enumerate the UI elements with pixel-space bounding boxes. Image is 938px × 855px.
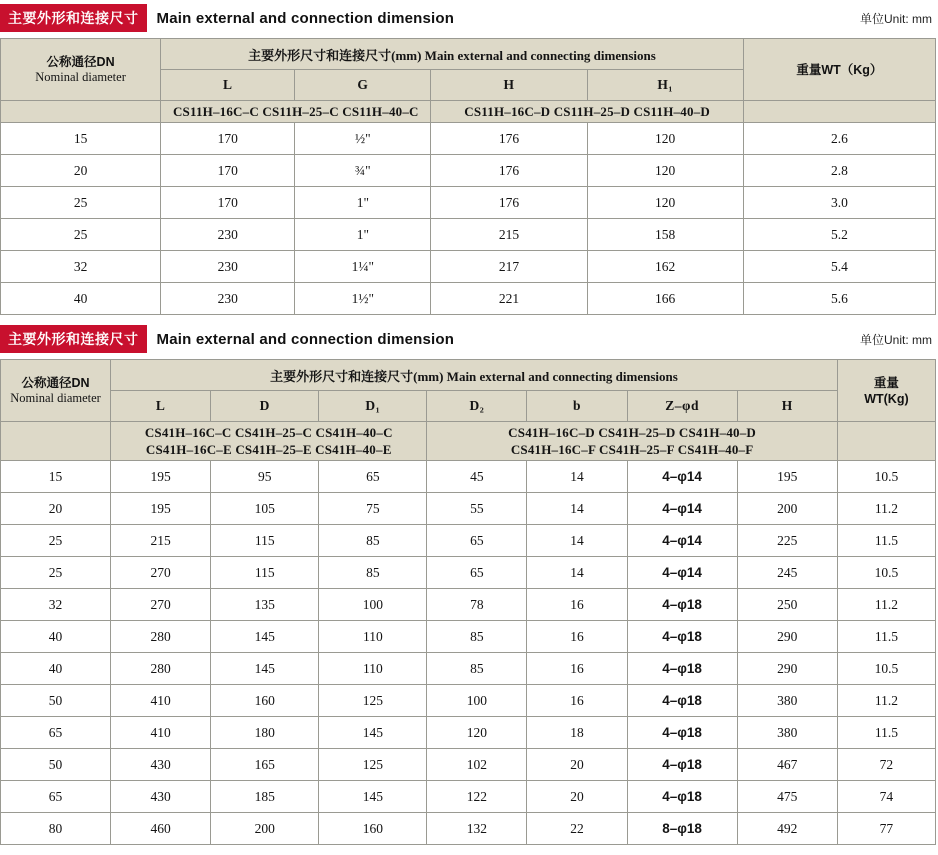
cell-weight: 11.5 <box>837 717 935 749</box>
table-row <box>1 749 936 781</box>
cell-zphid: 4–φ18 <box>627 749 737 781</box>
cell-dn: 80 <box>1 813 111 845</box>
header-col-G: G <box>295 70 431 101</box>
cell-L: 230 <box>161 283 295 315</box>
cell-weight: 2.8 <box>743 155 935 187</box>
cell-D2: 55 <box>427 493 527 525</box>
header-col-H: H <box>737 391 837 422</box>
cell-D2: 102 <box>427 749 527 781</box>
table-cs41h-body <box>1 461 936 845</box>
header-col-D1: D₁ <box>319 391 427 422</box>
cell-weight: 2.6 <box>743 123 935 155</box>
cell-H: 195 <box>737 461 837 493</box>
model-codes-left-line1: CS41H–16C–C CS41H–25–C CS41H–40–C <box>144 425 393 440</box>
cell-dn: 40 <box>1 283 161 315</box>
cell-H: 225 <box>737 525 837 557</box>
cell-weight: 3.0 <box>743 187 935 219</box>
table-row <box>1 653 936 685</box>
header-nominal-diameter <box>1 39 161 101</box>
model-codes-right <box>427 422 837 461</box>
cell-D1: 125 <box>319 685 427 717</box>
cell-weight: 5.6 <box>743 283 935 315</box>
cell-dn: 50 <box>1 685 111 717</box>
cell-H: 290 <box>737 621 837 653</box>
cell-G: 1" <box>295 187 431 219</box>
table-row-models <box>1 422 936 461</box>
section-2-titlebar <box>0 325 938 353</box>
cell-D: 160 <box>211 685 319 717</box>
table-row <box>1 360 936 391</box>
cell-D2: 78 <box>427 589 527 621</box>
header-col-H: H <box>431 70 587 101</box>
cell-L: 430 <box>111 749 211 781</box>
model-codes-left-line2: CS41H–16C–E CS41H–25–E CS41H–40–E <box>145 442 392 457</box>
cell-b: 20 <box>527 749 627 781</box>
cell-D: 135 <box>211 589 319 621</box>
cell-H: 380 <box>737 685 837 717</box>
cell-D: 165 <box>211 749 319 781</box>
cell-b: 14 <box>527 461 627 493</box>
cell-b: 20 <box>527 781 627 813</box>
section-2-title-en: Main external and connection dimension <box>156 330 455 348</box>
header-nominal-diameter-en: Nominal diameter <box>35 70 126 84</box>
table-row <box>1 557 936 589</box>
table-row <box>1 493 936 525</box>
cell-H: 380 <box>737 717 837 749</box>
cell-L: 170 <box>161 155 295 187</box>
cell-D2: 122 <box>427 781 527 813</box>
cell-D: 200 <box>211 813 319 845</box>
header-weight-en: WT(Kg) <box>864 391 909 406</box>
table-cs11h-body <box>1 123 936 315</box>
cell-dn: 25 <box>1 557 111 589</box>
cell-D1: 85 <box>319 557 427 589</box>
cell-D1: 100 <box>319 589 427 621</box>
cell-L: 410 <box>111 685 211 717</box>
cell-D2: 65 <box>427 557 527 589</box>
cell-L: 280 <box>111 621 211 653</box>
cell-zphid: 4–φ18 <box>627 589 737 621</box>
model-codes-right-line2: CS41H–16C–F CS41H–25–F CS41H–40–F <box>510 442 754 457</box>
table-row <box>1 621 936 653</box>
cell-D: 115 <box>211 525 319 557</box>
cell-weight: 10.5 <box>837 653 935 685</box>
cell-L: 215 <box>111 525 211 557</box>
cell-L: 270 <box>111 557 211 589</box>
cell-G: 1" <box>295 219 431 251</box>
cell-b: 16 <box>527 685 627 717</box>
cell-dn: 20 <box>1 155 161 187</box>
table-row <box>1 155 936 187</box>
cell-zphid: 4–φ18 <box>627 781 737 813</box>
header-weight: 重量WT（Kg） <box>743 39 935 101</box>
cell-zphid: 4–φ18 <box>627 621 737 653</box>
cell-b: 16 <box>527 589 627 621</box>
cell-H: 475 <box>737 781 837 813</box>
cell-D2: 85 <box>427 653 527 685</box>
cell-dn: 40 <box>1 653 111 685</box>
cell-H: 467 <box>737 749 837 781</box>
cell-D2: 85 <box>427 621 527 653</box>
cell-weight: 10.5 <box>837 461 935 493</box>
table-row <box>1 219 936 251</box>
table-row <box>1 781 936 813</box>
cell-H: 176 <box>431 123 587 155</box>
cell-b: 22 <box>527 813 627 845</box>
cell-D2: 100 <box>427 685 527 717</box>
cell-dn: 50 <box>1 749 111 781</box>
cell-zphid: 8–φ18 <box>627 813 737 845</box>
model-codes-left <box>111 422 427 461</box>
cell-weight: 11.2 <box>837 493 935 525</box>
cell-zphid: 4–φ14 <box>627 461 737 493</box>
cell-dn: 65 <box>1 781 111 813</box>
cell-D1: 160 <box>319 813 427 845</box>
cell-weight: 11.2 <box>837 685 935 717</box>
table-row <box>1 123 936 155</box>
cell-weight: 10.5 <box>837 557 935 589</box>
cell-H: 176 <box>431 155 587 187</box>
cell-H: 492 <box>737 813 837 845</box>
model-spacer-cell <box>1 422 111 461</box>
cell-G: 1½" <box>295 283 431 315</box>
model-spacer-cell-2 <box>743 101 935 123</box>
cell-G: ¾" <box>295 155 431 187</box>
cell-dn: 25 <box>1 219 161 251</box>
cell-dn: 15 <box>1 123 161 155</box>
header-group-dimensions: 主要外形尺寸和连接尺寸(mm) Main external and connecting dimensions <box>111 360 838 391</box>
model-codes-right: CS11H–16C–D CS11H–25–D CS11H–40–D <box>431 101 743 123</box>
cell-weight: 74 <box>837 781 935 813</box>
cell-D: 145 <box>211 621 319 653</box>
table-row <box>1 461 936 493</box>
header-nominal-diameter <box>1 360 111 422</box>
cell-H1: 120 <box>587 123 743 155</box>
model-spacer-cell-2 <box>837 422 935 461</box>
cell-b: 14 <box>527 557 627 589</box>
cell-H: 215 <box>431 219 587 251</box>
table-row-models <box>1 101 936 123</box>
cell-D2: 132 <box>427 813 527 845</box>
cell-D1: 145 <box>319 717 427 749</box>
cell-weight: 77 <box>837 813 935 845</box>
cell-L: 270 <box>111 589 211 621</box>
header-col-L: L <box>111 391 211 422</box>
cell-b: 14 <box>527 493 627 525</box>
table-row <box>1 813 936 845</box>
cell-L: 280 <box>111 653 211 685</box>
cell-weight: 11.5 <box>837 525 935 557</box>
cell-D2: 120 <box>427 717 527 749</box>
cell-D: 185 <box>211 781 319 813</box>
cell-D1: 125 <box>319 749 427 781</box>
cell-weight: 5.2 <box>743 219 935 251</box>
cell-zphid: 4–φ14 <box>627 493 737 525</box>
cell-H: 217 <box>431 251 587 283</box>
cell-D1: 85 <box>319 525 427 557</box>
cell-dn: 32 <box>1 589 111 621</box>
cell-weight: 72 <box>837 749 935 781</box>
table-row <box>1 251 936 283</box>
cell-D: 105 <box>211 493 319 525</box>
cell-b: 16 <box>527 653 627 685</box>
cell-zphid: 4–φ18 <box>627 685 737 717</box>
cell-L: 230 <box>161 251 295 283</box>
header-weight-cn: 重量 <box>873 375 899 390</box>
cell-H1: 158 <box>587 219 743 251</box>
cell-D2: 65 <box>427 525 527 557</box>
header-col-zphid: Z–φd <box>627 391 737 422</box>
table-row <box>1 685 936 717</box>
model-codes-left: CS11H–16C–C CS11H–25–C CS11H–40–C <box>161 101 431 123</box>
table-cs11h-head <box>1 39 936 123</box>
header-group-dimensions: 主要外形尺寸和连接尺寸(mm) Main external and connecting dimensions <box>161 39 744 70</box>
table-row <box>1 589 936 621</box>
cell-H1: 162 <box>587 251 743 283</box>
cell-b: 14 <box>527 525 627 557</box>
header-col-H1: H₁ <box>587 70 743 101</box>
table-row <box>1 39 936 70</box>
cell-D: 180 <box>211 717 319 749</box>
table-row <box>1 283 936 315</box>
cell-dn: 40 <box>1 621 111 653</box>
cell-b: 16 <box>527 621 627 653</box>
cell-weight: 5.4 <box>743 251 935 283</box>
model-codes-right-line1: CS41H–16C–D CS41H–25–D CS41H–40–D <box>508 425 757 440</box>
header-col-D: D <box>211 391 319 422</box>
header-col-D2: D₂ <box>427 391 527 422</box>
cell-L: 430 <box>111 781 211 813</box>
cell-weight: 11.2 <box>837 589 935 621</box>
section-1-titlebar <box>0 4 938 32</box>
cell-dn: 20 <box>1 493 111 525</box>
cell-D2: 45 <box>427 461 527 493</box>
header-col-L: L <box>161 70 295 101</box>
cell-H1: 120 <box>587 155 743 187</box>
cell-H: 221 <box>431 283 587 315</box>
cell-L: 460 <box>111 813 211 845</box>
cell-D: 95 <box>211 461 319 493</box>
cell-L: 170 <box>161 123 295 155</box>
cell-G: ½" <box>295 123 431 155</box>
cell-dn: 15 <box>1 461 111 493</box>
cell-b: 18 <box>527 717 627 749</box>
cell-zphid: 4–φ18 <box>627 717 737 749</box>
cell-H1: 120 <box>587 187 743 219</box>
table-cs41h <box>0 359 936 845</box>
cell-H: 250 <box>737 589 837 621</box>
cell-D: 145 <box>211 653 319 685</box>
cell-weight: 11.5 <box>837 621 935 653</box>
section-2-title-cn: 主要外形和连接尺寸 <box>0 325 147 353</box>
cell-L: 195 <box>111 493 211 525</box>
section-1-unit-note: 单位Unit: mm <box>859 11 932 26</box>
table-row <box>1 525 936 557</box>
cell-L: 195 <box>111 461 211 493</box>
cell-L: 410 <box>111 717 211 749</box>
cell-dn: 32 <box>1 251 161 283</box>
header-col-b: b <box>527 391 627 422</box>
cell-G: 1¼" <box>295 251 431 283</box>
cell-L: 230 <box>161 219 295 251</box>
cell-H: 200 <box>737 493 837 525</box>
section-1-title-en: Main external and connection dimension <box>156 9 455 27</box>
cell-zphid: 4–φ14 <box>627 525 737 557</box>
cell-L: 170 <box>161 187 295 219</box>
cell-H: 176 <box>431 187 587 219</box>
dimension-sheet <box>0 4 938 845</box>
cell-D1: 110 <box>319 621 427 653</box>
header-nominal-diameter-cn: 公称通径DN <box>21 376 90 390</box>
cell-H: 245 <box>737 557 837 589</box>
table-cs11h <box>0 38 936 315</box>
cell-D1: 145 <box>319 781 427 813</box>
cell-dn: 65 <box>1 717 111 749</box>
table-row <box>1 717 936 749</box>
cell-H1: 166 <box>587 283 743 315</box>
cell-dn: 25 <box>1 525 111 557</box>
header-nominal-diameter-cn: 公称通径DN <box>46 55 115 69</box>
cell-D1: 110 <box>319 653 427 685</box>
section-1-title-cn: 主要外形和连接尺寸 <box>0 4 147 32</box>
cell-D1: 65 <box>319 461 427 493</box>
cell-zphid: 4–φ18 <box>627 653 737 685</box>
table-row <box>1 187 936 219</box>
cell-D1: 75 <box>319 493 427 525</box>
section-2-unit-note: 单位Unit: mm <box>859 332 932 347</box>
cell-D: 115 <box>211 557 319 589</box>
model-spacer-cell <box>1 101 161 123</box>
cell-dn: 25 <box>1 187 161 219</box>
header-nominal-diameter-en: Nominal diameter <box>10 391 101 405</box>
table-cs41h-head <box>1 360 936 461</box>
table-row <box>1 391 936 422</box>
cell-zphid: 4–φ14 <box>627 557 737 589</box>
header-weight <box>837 360 935 422</box>
cell-H: 290 <box>737 653 837 685</box>
